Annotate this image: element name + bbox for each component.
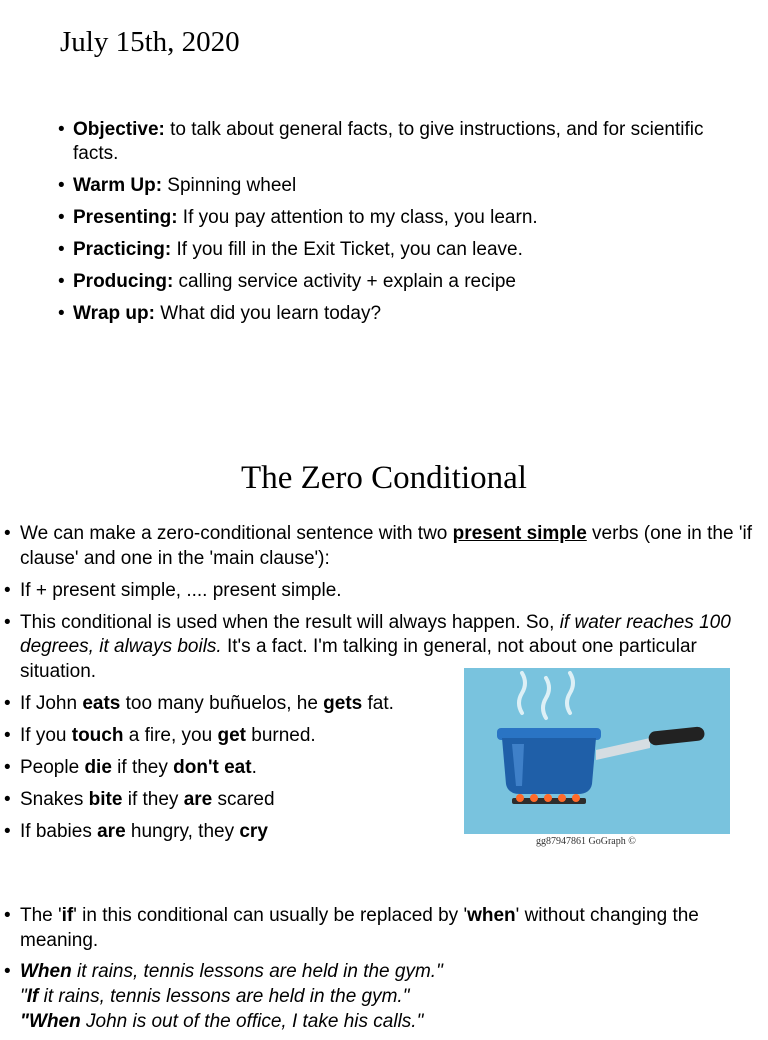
item-label: Warm Up: [73, 175, 163, 196]
item-text: If you fill in the Exit Ticket, you can leave. [171, 239, 523, 260]
slide-title: The Zero Conditional [241, 460, 527, 496]
item-label: Objective: [73, 119, 165, 140]
lesson-plan-list [58, 118, 748, 334]
slide-date: July 15th, 2020 [60, 26, 240, 58]
steam-icon [519, 673, 573, 718]
keyword: When [20, 961, 72, 982]
verb: bite [88, 788, 123, 810]
item-text: to talk about general facts, to give instructions, and for scientific facts. [73, 119, 704, 164]
text: We can make a zero-conditional sentence with two [20, 523, 453, 544]
example: it rains, tennis lessons are held in the gym." [38, 986, 410, 1007]
list-item [4, 903, 764, 953]
verb: cry [239, 820, 268, 842]
text: . [251, 756, 257, 778]
text: This conditional is used when the result will always happen. So, [20, 611, 560, 633]
keyword: If [26, 986, 39, 1007]
list-item [58, 118, 748, 166]
text: If you [20, 724, 72, 746]
text: fat. [362, 692, 394, 714]
list-item [58, 270, 748, 294]
boiling-pot-illustration [464, 668, 730, 834]
item-label: Producing: [73, 271, 174, 292]
text: verbs (one in the 'if clause' and one in the 'main clause'): [20, 523, 752, 569]
text: ' in this conditional can usually be replaced by ' [73, 905, 468, 926]
text: The ' [20, 905, 62, 926]
verb: don't eat [173, 756, 252, 778]
list-item [58, 302, 748, 326]
verb: eats [82, 692, 121, 714]
keyword: "When [20, 1011, 81, 1032]
text: ' without changing the meaning. [20, 905, 699, 951]
keyword: if [61, 905, 74, 926]
keyword: when [467, 905, 516, 926]
text: if they [111, 756, 174, 778]
item-label: Wrap up: [73, 303, 155, 324]
when-replacement-list [4, 903, 764, 1040]
text: People [20, 756, 85, 778]
text: scared [212, 788, 275, 810]
verb: die [84, 756, 112, 778]
image-credit: gg87947861 GoGraph © [536, 836, 636, 847]
text: Snakes [20, 788, 89, 810]
text: If John [20, 692, 83, 714]
text: a fire, you [123, 724, 218, 746]
verb: touch [71, 724, 124, 746]
item-text: If you pay attention to my class, you learn. [177, 207, 538, 228]
verb: get [217, 724, 246, 746]
example: it rains, tennis lessons are held in the gym." [71, 961, 443, 982]
emphasis: present simple [452, 523, 587, 544]
handle-stem [596, 738, 650, 760]
item-text: calling service activity + explain a recipe [173, 271, 516, 292]
item-text: What did you learn today? [154, 303, 382, 324]
example: John is out of the office, I take his calls." [80, 1011, 424, 1032]
quote-mark: " [20, 986, 27, 1007]
text: If + present simple, .... present simple. [20, 579, 342, 601]
list-item [58, 238, 748, 262]
handle-grip [648, 726, 705, 746]
text: too many buñuelos, he [120, 692, 324, 714]
text: if they [122, 788, 184, 810]
item-text: Spinning wheel [162, 175, 297, 196]
item-label: Presenting: [73, 207, 178, 228]
list-item [58, 206, 748, 230]
list-item [4, 959, 764, 1034]
item-label: Practicing: [73, 239, 172, 260]
text: If babies [20, 820, 98, 842]
verb: are [183, 788, 213, 810]
list-item [58, 174, 748, 198]
text: It's a fact. I'm talking in general, not about one particular situation. [20, 636, 697, 682]
list-item [4, 522, 754, 571]
example: if water reaches 100 degrees, it always boils. [20, 611, 731, 657]
text: hungry, they [125, 820, 240, 842]
text: burned. [245, 724, 316, 746]
verb: are [97, 820, 126, 842]
verb: gets [323, 692, 363, 714]
list-item [4, 579, 754, 604]
